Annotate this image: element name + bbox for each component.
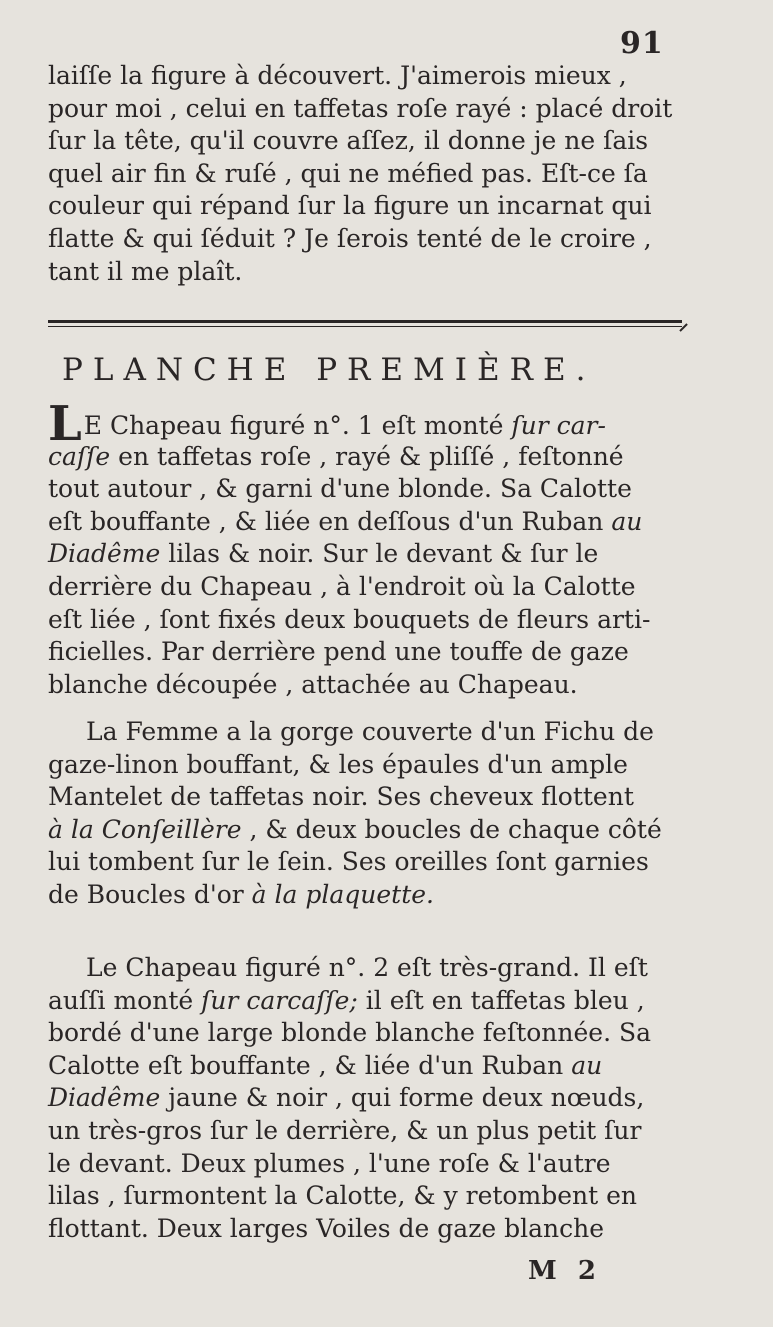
text-line [48, 538, 688, 571]
text-line: La Femme a la gorge couverte d'un Fichu de [86, 717, 654, 746]
text-line: quel air fin & ruſé , qui ne méfied pas. Eſt-ce ſa [48, 158, 648, 188]
text-line [48, 814, 688, 847]
text-line: couleur qui répand ſur la figure un incarnat qui [48, 191, 652, 221]
text-line: lilas , ſurmontent la Calotte, & y retombent en [48, 1181, 637, 1211]
text-line: eſt liée , ſont fixés deux bouquets de fleurs arti- [48, 604, 651, 634]
text-span: E Chapeau figuré n°. 1 eſt monté [83, 411, 512, 440]
text-span: auſſi monté [48, 985, 202, 1015]
text-line [48, 1082, 688, 1115]
text-line: derrière du Chapeau , à l'endroit où la Calotte [48, 571, 636, 601]
paragraph-woman [48, 716, 688, 912]
page-number: 91 [620, 26, 664, 61]
italic-span: ſur car- [511, 411, 606, 440]
text-span: Calotte eſt bouffante , & liée d'un Ruban [48, 1050, 572, 1080]
italic-span: à la Conſeillère [48, 814, 242, 844]
text-line [48, 506, 688, 539]
text-span: de Boucles d'or [48, 879, 252, 909]
text-line: lui tombent ſur le ſein. Ses oreilles ſont garnies [48, 847, 649, 877]
italic-span: au [571, 1050, 603, 1080]
text-span: en taffetas roſe , rayé & pliſſé , feſtonné [110, 441, 624, 471]
text-line: ficielles. Par derrière pend une touffe de gaze [48, 637, 629, 667]
text-line: bordé d'une large blonde blanche feſtonnée. Sa [48, 1018, 652, 1048]
text-span: eſt bouffante , & liée en deſſous d'un Ruban [48, 506, 612, 536]
signature-mark: M 2 [528, 1256, 602, 1286]
paragraph-hat-1 [48, 396, 688, 701]
intro-paragraph [48, 60, 688, 288]
section-heading: PLANCHE PREMIÈRE. [62, 352, 596, 388]
italic-span: à la plaquette. [251, 879, 435, 909]
text-line: flottant. Deux larges Voiles de gaze blanche [48, 1213, 605, 1243]
text-line: gaze-linon bouffant, & les épaules d'un ample [48, 749, 628, 779]
text-line: un très-gros ſur le derrière, & un plus petit ſur [48, 1115, 642, 1145]
text-line [48, 396, 688, 452]
text-line: tout autour , & garni d'une blonde. Sa Calotte [48, 474, 632, 504]
text-line: blanche découpée , attachée au Chapeau. [48, 669, 578, 699]
drop-cap: L [48, 396, 82, 452]
text-line [48, 985, 688, 1018]
section-divider [48, 320, 682, 327]
text-line: ſur la tête, qu'il couvre aſſez, il donne je ne ſais [48, 126, 649, 156]
text-line [48, 879, 688, 912]
text-span: , & deux boucles de chaque côté [241, 814, 662, 844]
italic-span: Diadême [48, 539, 161, 569]
paragraph-hat-2 [48, 952, 688, 1245]
text-line [48, 1050, 688, 1083]
italic-span: Diadême [48, 1083, 161, 1113]
text-line: laiſſe la figure à découvert. J'aimerois mieux , [48, 61, 627, 90]
text-line: tant il me plaît. [48, 256, 243, 286]
italic-span: ſur carcaſſe; [201, 985, 358, 1015]
italic-span: au [611, 506, 643, 536]
text-span: jaune & noir , qui forme deux nœuds, [160, 1083, 645, 1113]
text-line [48, 441, 688, 474]
text-line: pour moi , celui en taffetas roſe rayé : placé droit [48, 93, 673, 123]
text-line: Mantelet de taffetas noir. Ses cheveux flottent [48, 782, 634, 812]
text-span: il eſt en taffetas bleu , [357, 985, 645, 1015]
text-span: lilas & noir. Sur le devant & ſur le [160, 539, 599, 569]
text-line: le devant. Deux plumes , l'une roſe & l'autre [48, 1148, 611, 1178]
text-line: Le Chapeau figuré n°. 2 eſt très-grand. Il eſt [86, 953, 648, 982]
italic-span: caſſe [48, 441, 111, 471]
text-line: flatte & qui ſéduit ? Je ſerois tenté de le croire , [48, 223, 652, 253]
